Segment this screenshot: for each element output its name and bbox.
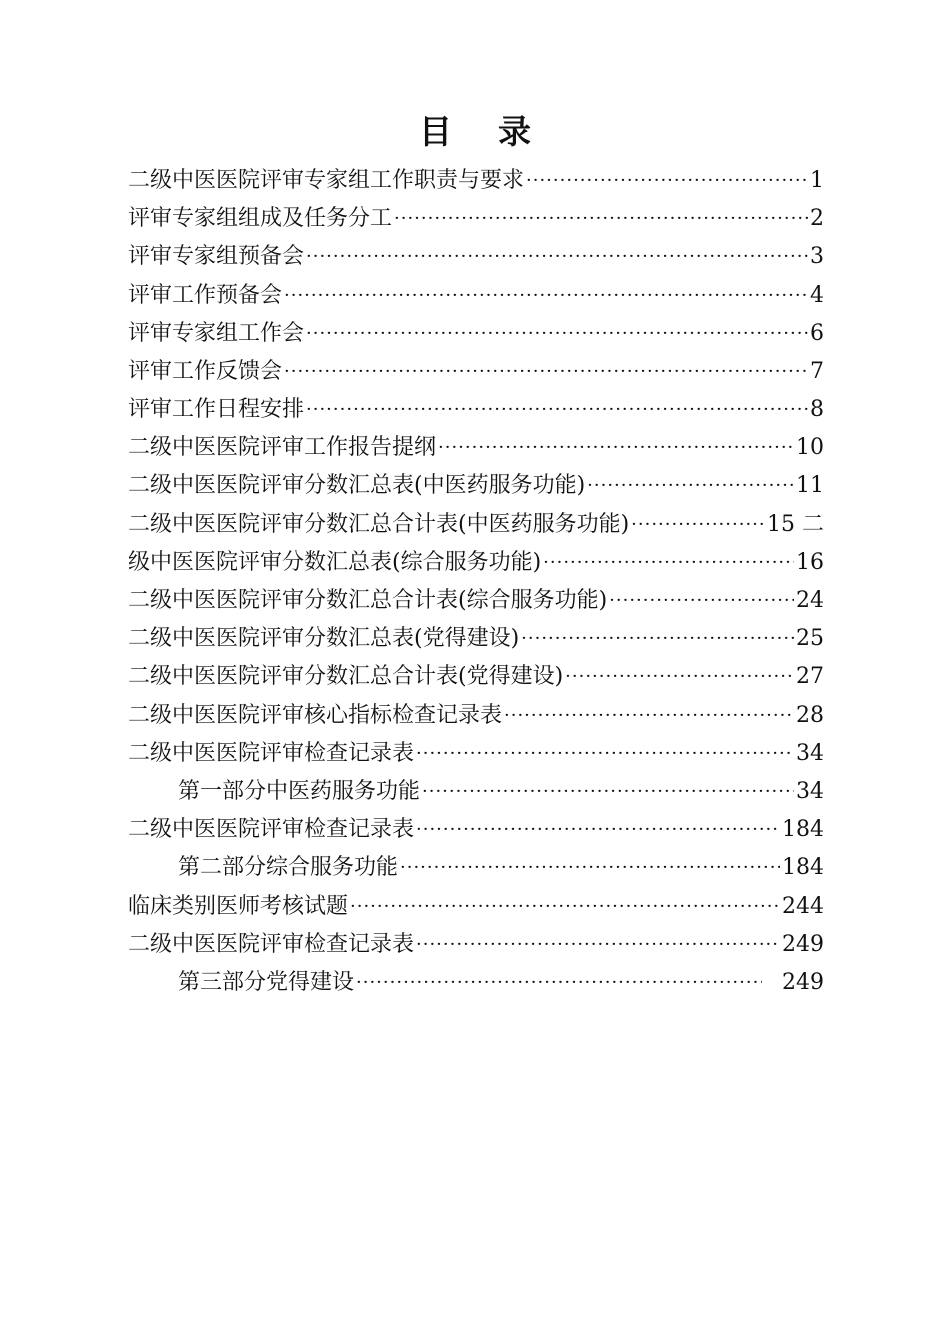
toc-subentry[interactable] <box>128 773 824 811</box>
toc-entry-title: 二级中医医院评审分数汇总合计表(党得建设) <box>128 664 564 690</box>
toc-page-number: 25 <box>796 626 824 652</box>
toc-page-number: 3 <box>810 244 824 270</box>
dot-leader <box>587 468 794 506</box>
toc-page-number: 249 <box>782 931 824 957</box>
dot-leader <box>306 315 808 353</box>
toc-entry-title: 二级中医医院评审核心指标检查记录表 <box>128 702 503 728</box>
dot-leader <box>400 849 780 887</box>
toc-entry-title: 二级中医医院评审分数汇总合计表(综合服务功能) <box>128 588 608 614</box>
toc-entry-title: 第三部分党得建设 <box>178 969 355 995</box>
toc-entry[interactable] <box>128 315 824 353</box>
toc-entry-title: 评审专家组组成及任务分工 <box>128 206 393 232</box>
toc-entry[interactable] <box>128 277 824 315</box>
toc-page-number: 244 <box>782 893 824 919</box>
toc-entry[interactable] <box>128 658 824 696</box>
toc-page-number: 184 <box>782 855 824 881</box>
toc-page-number: 8 <box>810 397 824 423</box>
toc-page-number: 16 <box>796 549 824 575</box>
toc-entry[interactable] <box>128 238 824 276</box>
toc-entry[interactable] <box>128 926 824 964</box>
toc-page-number: 2 <box>810 206 824 232</box>
dot-leader <box>284 353 808 391</box>
toc-page-number: 24 <box>796 588 824 614</box>
dot-leader <box>416 735 794 773</box>
toc-page-number: 34 <box>796 778 824 804</box>
toc-entry-title: 二级中医医院评审专家组工作职责与要求 <box>128 167 525 193</box>
toc-entry-title: 二级中医医院评审工作报告提纲 <box>128 435 437 461</box>
toc-entry[interactable] <box>128 506 824 544</box>
dot-leader <box>394 200 808 238</box>
dot-leader <box>306 391 808 429</box>
toc-entry[interactable] <box>128 544 824 582</box>
dot-leader <box>438 429 794 467</box>
toc-subentry[interactable] <box>128 964 824 1002</box>
dot-leader <box>356 964 762 1002</box>
dot-leader <box>350 888 780 926</box>
dot-leader <box>521 620 794 658</box>
toc-entry[interactable] <box>128 811 824 849</box>
toc-entry[interactable] <box>128 620 824 658</box>
dot-leader <box>565 658 794 696</box>
toc-entry[interactable] <box>128 391 824 429</box>
dot-leader <box>609 582 794 620</box>
toc-entry[interactable] <box>128 735 824 773</box>
toc-entry-title: 第二部分综合服务功能 <box>178 855 399 881</box>
dot-leader <box>422 773 794 811</box>
toc-entry[interactable] <box>128 697 824 735</box>
toc-entry-title: 临床类别医师考核试题 <box>128 893 349 919</box>
toc-page-number: 27 <box>796 664 824 690</box>
toc-entry-title: 二级中医医院评审分数汇总表(中医药服务功能) <box>128 473 586 499</box>
dot-leader <box>504 697 794 735</box>
toc-subentry[interactable] <box>128 849 824 887</box>
toc-title: 目 录 <box>419 112 531 151</box>
toc-entry-title: 二级中医医院评审检查记录表 <box>128 740 415 766</box>
toc-entry-title: 级中医医院评审分数汇总表(综合服务功能) <box>128 549 542 575</box>
toc-entry[interactable] <box>128 468 824 506</box>
toc-page-number: 4 <box>810 282 824 308</box>
toc-entry-title: 评审工作预备会 <box>128 282 283 308</box>
toc-page-number: 10 <box>796 435 824 461</box>
dot-leader <box>306 238 808 276</box>
toc-page-number: 1 <box>810 167 824 193</box>
toc-page-number: 184 <box>782 817 824 843</box>
toc-entry[interactable] <box>128 353 824 391</box>
toc-entry-title: 二级中医医院评审检查记录表 <box>128 817 415 843</box>
toc-page-number: 34 <box>796 740 824 766</box>
toc-page-number: 11 <box>796 473 824 499</box>
toc-entry-title: 二级中医医院评审检查记录表 <box>128 931 415 957</box>
toc-page-number: 249 <box>782 969 824 995</box>
toc-page-number: 15 二 <box>767 511 824 537</box>
toc-entry-title: 评审工作日程安排 <box>128 397 305 423</box>
toc-entry-title: 第一部分中医药服务功能 <box>178 778 421 804</box>
toc-entry[interactable] <box>128 429 824 467</box>
toc-entry-title: 二级中医医院评审分数汇总合计表(中医药服务功能) <box>128 511 630 537</box>
toc-entry[interactable] <box>128 582 824 620</box>
toc-entry-title: 评审专家组工作会 <box>128 320 305 346</box>
toc-entry[interactable] <box>128 200 824 238</box>
toc-entry-title: 评审专家组预备会 <box>128 244 305 270</box>
toc-entry-title: 二级中医医院评审分数汇总表(党得建设) <box>128 626 520 652</box>
toc-entry[interactable] <box>128 888 824 926</box>
dot-leader <box>631 506 765 544</box>
dot-leader <box>543 544 794 582</box>
table-of-contents <box>128 162 824 1002</box>
dot-leader <box>416 811 780 849</box>
dot-leader <box>526 162 808 200</box>
toc-entry-title: 评审工作反馈会 <box>128 358 283 384</box>
toc-page-number: 28 <box>796 702 824 728</box>
dot-leader <box>284 277 808 315</box>
dot-leader <box>416 926 780 964</box>
toc-page-number: 6 <box>810 320 824 346</box>
toc-entry[interactable] <box>128 162 824 200</box>
toc-page-number: 7 <box>810 358 824 384</box>
